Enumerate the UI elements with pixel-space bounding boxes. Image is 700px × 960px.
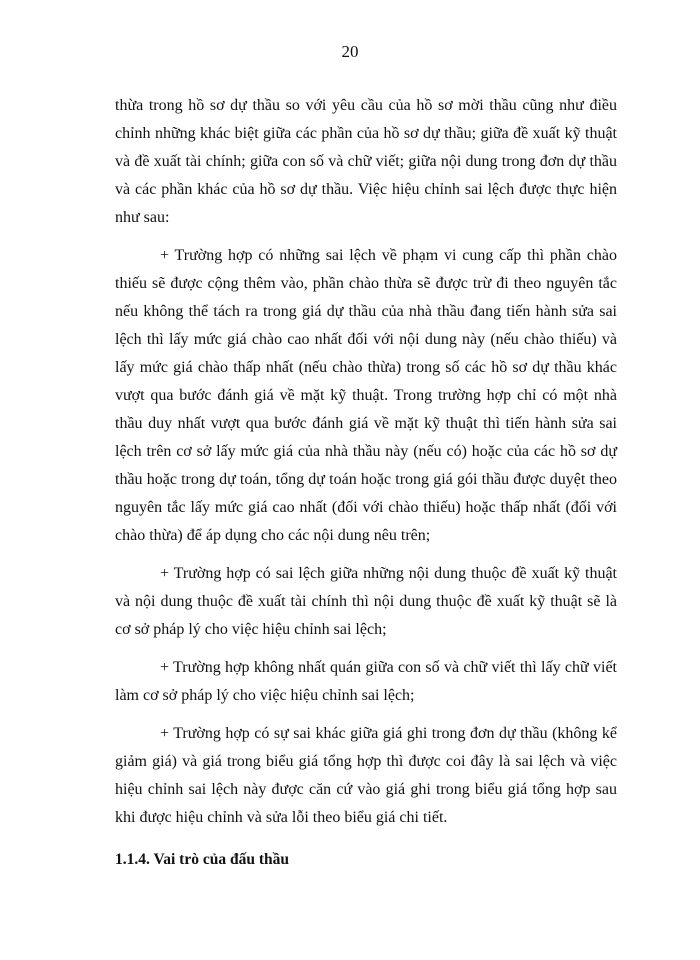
- document-body: [115, 92, 617, 874]
- text-line: nếu không thể tách ra trong giá dự thầu của nhà thầu đang tiến hành sửa sai: [115, 303, 617, 320]
- text-line: làm cơ sở pháp lý cho việc hiệu chỉnh sai lệch;: [115, 687, 415, 704]
- text-line: khi được hiệu chỉnh và sửa lỗi theo biểu giá chi tiết.: [115, 809, 448, 826]
- text-line: và nội dung thuộc đề xuất tài chính thì nội dung thuộc đề xuất kỹ thuật sẽ là: [115, 593, 617, 610]
- text-line: cơ sở pháp lý cho việc hiệu chỉnh sai lệch;: [115, 621, 387, 638]
- text-line: + Trường hợp không nhất quán giữa con số và chữ viết thì lấy chữ viết: [160, 659, 617, 676]
- text-line: và đề xuất tài chính; giữa con số và chữ viết; giữa nội dung trong đơn dự thầu: [115, 153, 617, 170]
- text-line: nguyên tắc lấy mức giá cao nhất (đối với chào thiếu) hoặc thấp nhất (đối với: [115, 499, 617, 516]
- text-line: chào thừa) để áp dụng cho các nội dung nêu trên;: [115, 527, 431, 544]
- text-line: thiếu sẽ được cộng thêm vào, phần chào thừa sẽ được trừ đi theo nguyên tắc: [115, 275, 617, 292]
- text-line: hiệu chỉnh sai lệch này được căn cứ vào giá ghi trong biểu giá tổng hợp sau: [115, 781, 617, 798]
- paragraph-continuation: [115, 92, 617, 232]
- paragraph-scope-deviation: [115, 242, 617, 550]
- text-line: và các phần khác của hồ sơ dự thầu. Việc hiệu chỉnh sai lệch được thực hiện: [115, 181, 617, 198]
- text-line: thầu duy nhất vượt qua bước đánh giá về mặt kỹ thuật thì tiến hành sửa sai: [115, 415, 617, 432]
- text-line: thừa trong hồ sơ dự thầu so với yêu cầu của hồ sơ mời thầu cũng như điều: [115, 97, 617, 114]
- text-line: như sau:: [115, 209, 170, 226]
- text-line: lấy mức giá chào thấp nhất (nếu chào thừa) trong số các hồ sơ dự thầu khác: [115, 359, 617, 376]
- text-line: lệch thì lấy mức giá chào cao nhất đối với nội dung này (nếu chào thiếu) và: [115, 331, 617, 348]
- page-number: 20: [341, 42, 359, 61]
- text-line: giảm giá) và giá trong biểu giá tổng hợp thì được coi đây là sai lệch và việc: [115, 753, 617, 770]
- paragraph-technical-financial: [115, 560, 617, 644]
- text-line: + Trường hợp có sự sai khác giữa giá ghi trong đơn dự thầu (không kể: [160, 725, 617, 742]
- text-line: chỉnh những khác biệt giữa các phần của hồ sơ dự thầu; giữa đề xuất kỹ thuật: [115, 125, 617, 142]
- paragraph-price-difference: [115, 720, 617, 832]
- text-line: + Trường hợp có những sai lệch về phạm vi cung cấp thì phần chào: [160, 247, 617, 264]
- text-line: thầu hoặc trong dự toán, tổng dự toán hoặc trong giá gói thầu được duyệt theo: [115, 471, 617, 488]
- paragraph-numbers-words: [115, 654, 617, 710]
- text-line: lệch trên cơ sở lấy mức giá của nhà thầu này (nếu có) hoặc của các hồ sơ dự: [115, 443, 617, 460]
- section-heading: 1.1.4. Vai trò của đấu thầu: [115, 851, 289, 868]
- text-line: + Trường hợp có sai lệch giữa những nội dung thuộc đề xuất kỹ thuật: [160, 565, 617, 582]
- text-line: vượt qua bước đánh giá về mặt kỹ thuật. Trong trường hợp chỉ có một nhà: [115, 387, 617, 404]
